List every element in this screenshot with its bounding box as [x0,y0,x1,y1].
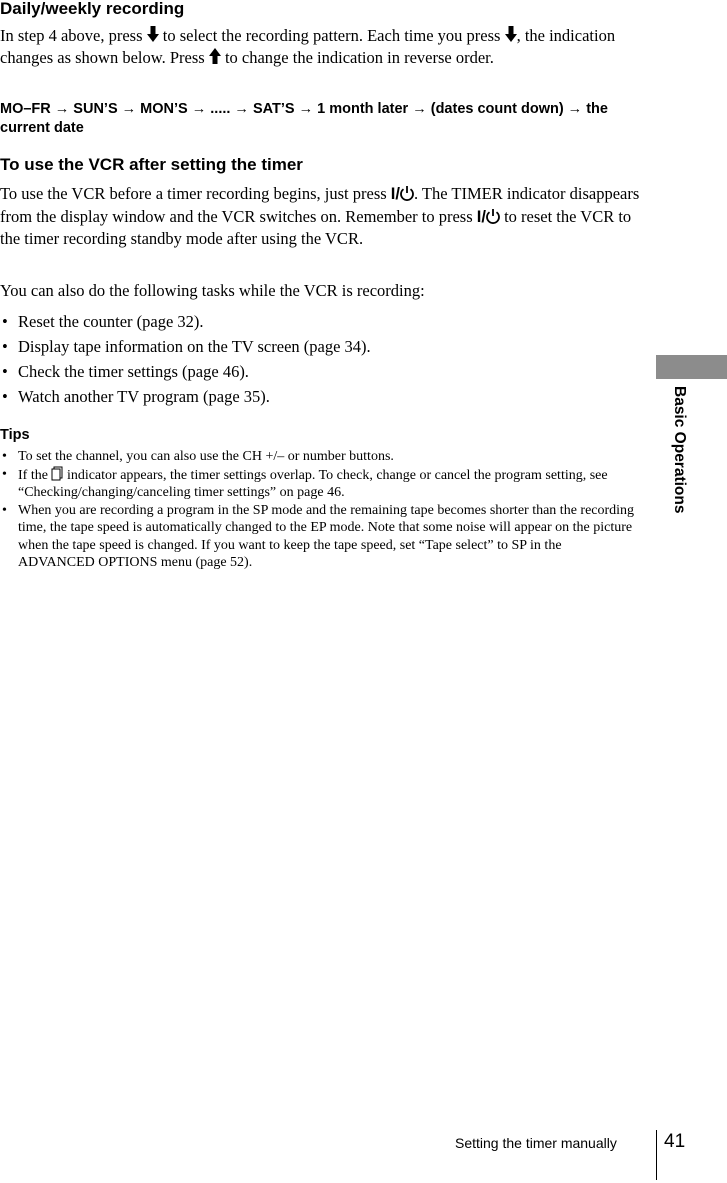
list-item: • To set the channel, you can also use the CH +/– or number buttons. [0,448,640,466]
list-item: • When you are recording a program in the SP mode and the remaining tape becomes shorter than the recording time, the tape speed is automatically changed to the EP mode. Note that some noise will appear on the picture when the tape speed is changed. If you want to keep the tape speed, set “Tape select” to SP in the ADVANCED OPTIONS menu (page 52). [0,502,640,572]
power-icon [400,185,414,201]
list-item: • Check the timer settings (page 46). [0,359,371,384]
list-item: • Reset the counter (page 32). [0,309,371,334]
recording-pattern-sequence: MO–FR → SUN’S → MON’S → ..... → SAT’S → 1 month later → (dates count down) → the current date [0,101,608,136]
tips-heading: Tips [0,427,30,443]
arrow-up-icon [209,48,221,65]
power-icon [486,208,500,224]
task-list [0,309,371,409]
power-button-label: I/ [477,208,500,226]
page-number: 41 [664,1131,686,1152]
arrow-down-icon [505,26,517,43]
also-tasks-intro: You can also do the following tasks while the VCR is recording: [0,281,425,300]
list-item: • Display tape information on the TV screen (page 34). [0,334,371,359]
text-fragment: . The TIMER indicator disappears from the display window and the VCR switches on. Remember to press [0,184,640,226]
power-button-label: I/ [391,185,414,203]
list-item [0,466,640,502]
use-vcr-paragraph [0,183,640,250]
footer-section-title: Setting the timer manually [455,1135,617,1151]
tips-list [0,448,640,572]
section-heading-use-vcr: To use the VCR after setting the timer [0,155,303,174]
side-tab-label: Basic Operations [671,386,688,514]
text-fragment: , the indication changes as shown below. Press [0,26,616,67]
arrow-down-icon [147,26,159,43]
text-fragment: To use the VCR before a timer recording begins, just press [0,184,391,203]
text-fragment: If the [18,467,52,483]
list-item: • Watch another TV program (page 35). [0,384,371,409]
overlap-indicator-icon [51,466,63,481]
side-tab-marker [656,355,727,379]
text-fragment: to select the recording pattern. Each time you press [158,26,505,45]
text-fragment: In step 4 above, press [0,26,147,45]
daily-weekly-paragraph [0,25,636,69]
section-heading-daily-weekly: Daily/weekly recording [0,0,185,18]
footer-divider [656,1130,657,1180]
text-fragment: to reset the VCR to the timer recording standby mode after using the VCR. [0,206,632,248]
text-fragment: to change the indication in reverse order. [220,48,494,67]
text-fragment: indicator appears, the timer settings overlap. To check, change or cancel the program setting, see “Checking/changing/canceling timer settings” on page 46. [18,467,608,500]
